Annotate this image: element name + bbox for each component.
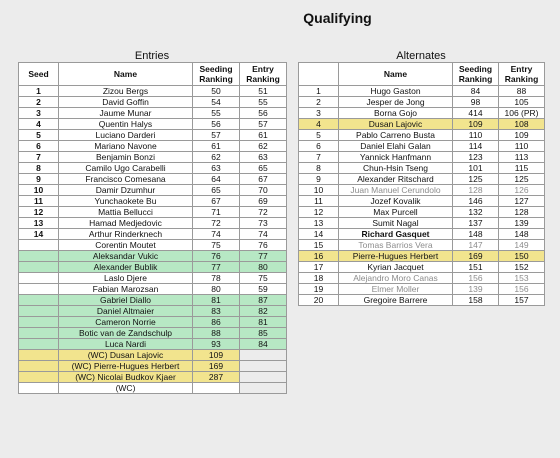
player-name: Jaume Munar: [59, 108, 193, 119]
seeding-ranking-cell: 67: [193, 196, 240, 207]
player-name: Daniel Altmaier: [59, 306, 193, 317]
table-row: [299, 86, 545, 97]
seed-cell: [19, 240, 59, 251]
entry-ranking-cell: 59: [240, 284, 287, 295]
header-name: Name: [339, 63, 453, 86]
entry-ranking-cell: 106 (PR): [499, 108, 545, 119]
table-row: [19, 240, 287, 251]
seed-cell: [19, 295, 59, 306]
header-seed: Seed: [19, 63, 59, 86]
seed-cell: 2: [19, 97, 59, 108]
alternate-number: 13: [299, 218, 339, 229]
seeding-ranking-cell: 76: [193, 251, 240, 262]
table-row: [299, 152, 545, 163]
seeding-ranking-cell: 132: [453, 207, 499, 218]
seed-cell: [19, 350, 59, 361]
table-row: [299, 207, 545, 218]
seeding-ranking-cell: 146: [453, 196, 499, 207]
seeding-ranking-cell: 109: [193, 350, 240, 361]
seeding-ranking-cell: 83: [193, 306, 240, 317]
player-name: Jesper de Jong: [339, 97, 453, 108]
table-row: [299, 273, 545, 284]
entries-header-row: [19, 63, 287, 86]
table-row: [19, 108, 287, 119]
player-name: Dusan Lajovic: [339, 119, 453, 130]
entry-ranking-cell: 85: [240, 328, 287, 339]
seed-cell: 7: [19, 152, 59, 163]
table-row: [299, 97, 545, 108]
seeding-ranking-cell: 158: [453, 295, 499, 306]
seed-cell: 8: [19, 163, 59, 174]
player-name: Chun-Hsin Tseng: [339, 163, 453, 174]
seeding-ranking-cell: 110: [453, 130, 499, 141]
header-number: [299, 63, 339, 86]
seeding-ranking-cell: 64: [193, 174, 240, 185]
seeding-ranking-cell: 128: [453, 185, 499, 196]
player-name: Gabriel Diallo: [59, 295, 193, 306]
seeding-ranking-cell: 86: [193, 317, 240, 328]
alternate-number: 6: [299, 141, 339, 152]
seed-cell: 10: [19, 185, 59, 196]
table-row: [299, 108, 545, 119]
entry-ranking-cell: 51: [240, 86, 287, 97]
entry-ranking-cell: 81: [240, 317, 287, 328]
table-row: [19, 152, 287, 163]
seeding-ranking-cell: 54: [193, 97, 240, 108]
seeding-ranking-cell: 80: [193, 284, 240, 295]
entry-ranking-cell: 115: [499, 163, 545, 174]
player-name: Elmer Moller: [339, 284, 453, 295]
table-row: [299, 218, 545, 229]
entry-ranking-cell: 126: [499, 185, 545, 196]
player-name: Juan Manuel Cerundolo: [339, 185, 453, 196]
seed-cell: [19, 372, 59, 383]
entry-ranking-cell: 75: [240, 273, 287, 284]
entry-ranking-cell: 105: [499, 97, 545, 108]
player-name: Yunchaokete Bu: [59, 196, 193, 207]
entry-ranking-cell: 148: [499, 229, 545, 240]
alternates-table: [298, 62, 545, 306]
alternates-caption: Alternates: [396, 50, 446, 62]
seed-cell: 4: [19, 119, 59, 130]
seed-cell: [19, 251, 59, 262]
seeding-ranking-cell: 56: [193, 119, 240, 130]
entry-ranking-cell: 109: [499, 130, 545, 141]
alternate-number: 3: [299, 108, 339, 119]
player-name: Alexander Ritschard: [339, 174, 453, 185]
entry-ranking-cell: 80: [240, 262, 287, 273]
table-row: [19, 97, 287, 108]
entry-ranking-cell: 55: [240, 97, 287, 108]
seeding-ranking-cell: 57: [193, 130, 240, 141]
entry-ranking-cell: 125: [499, 174, 545, 185]
seeding-ranking-cell: 71: [193, 207, 240, 218]
table-row: [19, 284, 287, 295]
entry-ranking-cell: [240, 361, 287, 372]
seeding-ranking-cell: 169: [453, 251, 499, 262]
alternate-number: 5: [299, 130, 339, 141]
entry-ranking-cell: 110: [499, 141, 545, 152]
seeding-ranking-cell: 72: [193, 218, 240, 229]
player-name: Mariano Navone: [59, 141, 193, 152]
entry-ranking-cell: 149: [499, 240, 545, 251]
seeding-ranking-cell: 98: [453, 97, 499, 108]
player-name: Zizou Bergs: [59, 86, 193, 97]
seed-cell: [19, 328, 59, 339]
table-row: [299, 284, 545, 295]
table-row: [299, 196, 545, 207]
player-name: Luca Nardi: [59, 339, 193, 350]
seeding-ranking-cell: 123: [453, 152, 499, 163]
entry-ranking-cell: 84: [240, 339, 287, 350]
table-row: [19, 196, 287, 207]
seeding-ranking-cell: 137: [453, 218, 499, 229]
player-name: Camilo Ugo Carabelli: [59, 163, 193, 174]
player-name: Richard Gasquet: [339, 229, 453, 240]
seed-cell: [19, 361, 59, 372]
seeding-ranking-cell: 151: [453, 262, 499, 273]
table-row: [299, 229, 545, 240]
table-row: [19, 130, 287, 141]
table-row: [299, 130, 545, 141]
seed-cell: 11: [19, 196, 59, 207]
entry-ranking-cell: 57: [240, 119, 287, 130]
seed-cell: [19, 273, 59, 284]
player-name: Benjamin Bonzi: [59, 152, 193, 163]
alternate-number: 20: [299, 295, 339, 306]
seed-cell: 14: [19, 229, 59, 240]
seeding-ranking-cell: 61: [193, 141, 240, 152]
seeding-ranking-cell: 63: [193, 163, 240, 174]
table-row: [19, 119, 287, 130]
table-row: [19, 185, 287, 196]
entry-ranking-cell: 72: [240, 207, 287, 218]
table-row: [19, 306, 287, 317]
table-row: [19, 273, 287, 284]
seeding-ranking-cell: 139: [453, 284, 499, 295]
table-row: [299, 295, 545, 306]
seeding-ranking-cell: 93: [193, 339, 240, 350]
seed-cell: [19, 383, 59, 394]
player-name: Pierre-Hugues Herbert: [339, 251, 453, 262]
player-name: Corentin Moutet: [59, 240, 193, 251]
player-name: Quentin Halys: [59, 119, 193, 130]
table-row: [19, 317, 287, 328]
seeding-ranking-cell: 81: [193, 295, 240, 306]
entry-ranking-cell: 139: [499, 218, 545, 229]
entry-ranking-cell: 73: [240, 218, 287, 229]
player-name: David Goffin: [59, 97, 193, 108]
player-name: (WC) Pierre-Hugues Herbert: [59, 361, 193, 372]
table-row: [299, 119, 545, 130]
alternate-number: 16: [299, 251, 339, 262]
seed-cell: [19, 339, 59, 350]
table-row: [299, 163, 545, 174]
entry-ranking-cell: [240, 350, 287, 361]
table-row: [19, 295, 287, 306]
seeding-ranking-cell: 148: [453, 229, 499, 240]
player-name: Yannick Hanfmann: [339, 152, 453, 163]
player-name: Arthur Rinderknech: [59, 229, 193, 240]
entry-ranking-cell: 113: [499, 152, 545, 163]
player-name: Gregoire Barrere: [339, 295, 453, 306]
table-row: [299, 240, 545, 251]
alternate-number: 10: [299, 185, 339, 196]
seed-cell: 13: [19, 218, 59, 229]
entries-table: [18, 62, 287, 394]
player-name: Daniel Elahi Galan: [339, 141, 453, 152]
table-row: [19, 141, 287, 152]
alternate-number: 8: [299, 163, 339, 174]
entry-ranking-cell: 108: [499, 119, 545, 130]
table-row: [19, 350, 287, 361]
player-name: Francisco Comesana: [59, 174, 193, 185]
table-row: [19, 174, 287, 185]
player-name: Luciano Darderi: [59, 130, 193, 141]
header-entry-ranking: Entry Ranking: [240, 63, 287, 86]
seed-cell: 9: [19, 174, 59, 185]
seeding-ranking-cell: 414: [453, 108, 499, 119]
alternates-header-row: [299, 63, 545, 86]
entry-ranking-cell: 74: [240, 229, 287, 240]
seeding-ranking-cell: 78: [193, 273, 240, 284]
table-row: [19, 262, 287, 273]
player-name: Hamad Medjedovic: [59, 218, 193, 229]
alternate-number: 14: [299, 229, 339, 240]
alternate-number: 15: [299, 240, 339, 251]
entry-ranking-cell: 67: [240, 174, 287, 185]
entry-ranking-cell: 56: [240, 108, 287, 119]
table-row: [19, 372, 287, 383]
seed-cell: 1: [19, 86, 59, 97]
player-name: Borna Gojo: [339, 108, 453, 119]
entry-ranking-cell: 127: [499, 196, 545, 207]
alternate-number: 1: [299, 86, 339, 97]
player-name: Mattia Bellucci: [59, 207, 193, 218]
seed-cell: 12: [19, 207, 59, 218]
player-name: Alexander Bublik: [59, 262, 193, 273]
seed-cell: [19, 284, 59, 295]
table-row: [19, 251, 287, 262]
seeding-ranking-cell: 62: [193, 152, 240, 163]
seeding-ranking-cell: 84: [453, 86, 499, 97]
seed-cell: 3: [19, 108, 59, 119]
seeding-ranking-cell: 74: [193, 229, 240, 240]
table-row: [299, 141, 545, 152]
entry-ranking-cell: 128: [499, 207, 545, 218]
seeding-ranking-cell: 114: [453, 141, 499, 152]
entry-ranking-cell: [240, 383, 287, 394]
table-row: [19, 383, 287, 394]
entry-ranking-cell: 153: [499, 273, 545, 284]
entry-ranking-cell: 61: [240, 130, 287, 141]
player-name: (WC) Dusan Lajovic: [59, 350, 193, 361]
seeding-ranking-cell: 101: [453, 163, 499, 174]
entry-ranking-cell: 82: [240, 306, 287, 317]
seeding-ranking-cell: 169: [193, 361, 240, 372]
seeding-ranking-cell: 77: [193, 262, 240, 273]
table-row: [299, 251, 545, 262]
player-name: Fabian Marozsan: [59, 284, 193, 295]
alternate-number: 4: [299, 119, 339, 130]
alternate-number: 2: [299, 97, 339, 108]
seeding-ranking-cell: 147: [453, 240, 499, 251]
entry-ranking-cell: 63: [240, 152, 287, 163]
table-row: [19, 207, 287, 218]
entry-ranking-cell: 69: [240, 196, 287, 207]
seed-cell: [19, 317, 59, 328]
seed-cell: [19, 262, 59, 273]
player-name: (WC): [59, 383, 193, 394]
alternate-number: 9: [299, 174, 339, 185]
seeding-ranking-cell: 88: [193, 328, 240, 339]
table-row: [19, 328, 287, 339]
player-name: Cameron Norrie: [59, 317, 193, 328]
entry-ranking-cell: [240, 372, 287, 383]
entry-ranking-cell: 70: [240, 185, 287, 196]
player-name: Aleksandar Vukic: [59, 251, 193, 262]
table-row: [19, 86, 287, 97]
entry-ranking-cell: 156: [499, 284, 545, 295]
table-row: [19, 339, 287, 350]
entry-ranking-cell: 152: [499, 262, 545, 273]
seeding-ranking-cell: 65: [193, 185, 240, 196]
player-name: Pablo Carreno Busta: [339, 130, 453, 141]
entry-ranking-cell: 76: [240, 240, 287, 251]
seed-cell: [19, 306, 59, 317]
alternate-number: 7: [299, 152, 339, 163]
alternate-number: 18: [299, 273, 339, 284]
entry-ranking-cell: 87: [240, 295, 287, 306]
player-name: Damir Dzumhur: [59, 185, 193, 196]
player-name: Alejandro Moro Canas: [339, 273, 453, 284]
header-name: Name: [59, 63, 193, 86]
seed-cell: 5: [19, 130, 59, 141]
entry-ranking-cell: 150: [499, 251, 545, 262]
table-row: [19, 163, 287, 174]
alternate-number: 12: [299, 207, 339, 218]
seeding-ranking-cell: 125: [453, 174, 499, 185]
entry-ranking-cell: 62: [240, 141, 287, 152]
header-seeding-ranking: Seeding Ranking: [193, 63, 240, 86]
table-row: [299, 185, 545, 196]
table-row: [19, 229, 287, 240]
seeding-ranking-cell: 287: [193, 372, 240, 383]
seeding-ranking-cell: 109: [453, 119, 499, 130]
page-title: Qualifying: [303, 10, 372, 26]
entries-caption: Entries: [134, 50, 170, 62]
player-name: Tomas Barrios Vera: [339, 240, 453, 251]
player-name: Kyrian Jacquet: [339, 262, 453, 273]
seed-cell: 6: [19, 141, 59, 152]
player-name: Sumit Nagal: [339, 218, 453, 229]
player-name: Jozef Kovalik: [339, 196, 453, 207]
seeding-ranking-cell: 75: [193, 240, 240, 251]
alternate-number: 17: [299, 262, 339, 273]
player-name: Laslo Djere: [59, 273, 193, 284]
player-name: (WC) Nicolai Budkov Kjaer: [59, 372, 193, 383]
entry-ranking-cell: 157: [499, 295, 545, 306]
seeding-ranking-cell: 156: [453, 273, 499, 284]
header-seeding-ranking: Seeding Ranking: [453, 63, 499, 86]
player-name: Max Purcell: [339, 207, 453, 218]
table-row: [299, 174, 545, 185]
table-row: [299, 262, 545, 273]
seeding-ranking-cell: 55: [193, 108, 240, 119]
alternate-number: 11: [299, 196, 339, 207]
header-entry-ranking: Entry Ranking: [499, 63, 545, 86]
table-row: [19, 218, 287, 229]
player-name: Hugo Gaston: [339, 86, 453, 97]
alternate-number: 19: [299, 284, 339, 295]
seeding-ranking-cell: [193, 383, 240, 394]
player-name: Botic van de Zandschulp: [59, 328, 193, 339]
entry-ranking-cell: 65: [240, 163, 287, 174]
entry-ranking-cell: 77: [240, 251, 287, 262]
seeding-ranking-cell: 50: [193, 86, 240, 97]
table-row: [19, 361, 287, 372]
entry-ranking-cell: 88: [499, 86, 545, 97]
